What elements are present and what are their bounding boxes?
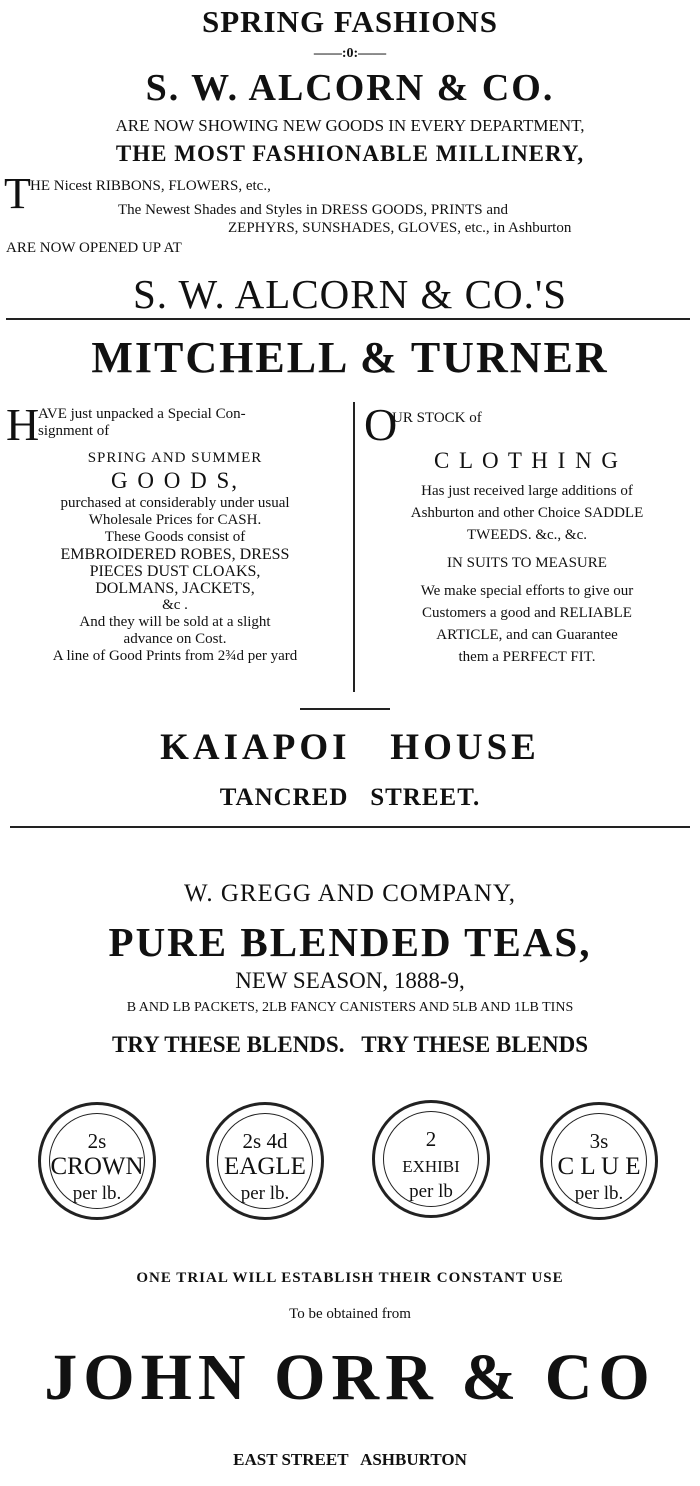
mitchell-left-intro-2: signment of bbox=[38, 423, 110, 439]
left-line-consist: These Goods consist of bbox=[104, 529, 246, 545]
seal-price: 3s bbox=[589, 1129, 609, 1153]
gregg-firm-name: W. GREGG AND COMPANY, bbox=[184, 880, 516, 907]
kaiapoi-house-name: KAIAPOI HOUSE bbox=[160, 727, 540, 768]
seal-blend-name: EAGLE bbox=[224, 1153, 306, 1180]
left-line-wholesale: Wholesale Prices for CASH. bbox=[88, 512, 262, 528]
section-divider-2 bbox=[10, 826, 690, 828]
mitchell-left-intro-1: AVE just unpacked a Special Con- bbox=[38, 406, 246, 422]
alcorn-opened-line: ARE NOW OPENED UP AT bbox=[6, 240, 182, 256]
seal-per: per lb. bbox=[240, 1183, 290, 1204]
seal-per: per lb. bbox=[574, 1183, 624, 1204]
left-line-robes: EMBROIDERED ROBES, DRESS bbox=[60, 546, 290, 563]
mitchell-firm-name: MITCHELL & TURNER bbox=[91, 333, 609, 382]
right-line-tweeds: TWEEDS. &c., &c. bbox=[467, 527, 587, 543]
left-line-sold: And they will be sold at a slight bbox=[79, 614, 271, 630]
gregg-obtain-line: To be obtained from bbox=[289, 1306, 411, 1322]
alcorn-millinery-line: THE MOST FASHIONABLE MILLINERY, bbox=[115, 141, 585, 166]
alcorn-dropcap: T bbox=[4, 169, 31, 218]
seal-blend-name: CROWN bbox=[50, 1153, 144, 1180]
tea-seal-clue bbox=[540, 1102, 658, 1220]
left-line-advance: advance on Cost. bbox=[123, 631, 227, 647]
gregg-try-line: TRY THESE BLENDS. TRY THESE BLENDS bbox=[111, 1032, 589, 1057]
seal-blend-name: EXHIBI bbox=[402, 1157, 460, 1176]
left-line-cloaks: PIECES DUST CLOAKS, bbox=[89, 563, 261, 580]
right-line-saddle: Ashburton and other Choice SADDLE bbox=[410, 505, 644, 521]
alcorn-showing-line: ARE NOW SHOWING NEW GOODS IN EVERY DEPARTMENT, bbox=[115, 116, 585, 135]
seal-per: per lb. bbox=[72, 1183, 122, 1204]
alcorn-closing-firm-name: S. W. ALCORN & CO.'S bbox=[132, 271, 568, 317]
left-line-purchased: purchased at considerably under usual bbox=[60, 495, 290, 511]
alcorn-nicest-line: HE Nicest RIBBONS, FLOWERS, etc., bbox=[30, 178, 271, 194]
mitchell-left-dropcap: H bbox=[6, 399, 40, 450]
john-orr-firm-name: JOHN ORR & CO bbox=[44, 1341, 656, 1414]
mitchell-left-column bbox=[4, 450, 346, 665]
tea-seal-exhibition bbox=[372, 1100, 490, 1218]
tea-seal-crown bbox=[38, 1102, 156, 1220]
left-line-spring: SPRING AND SUMMER bbox=[87, 450, 263, 466]
mitchell-right-dropcap: O bbox=[364, 399, 398, 450]
short-ornament-rule bbox=[300, 708, 390, 710]
right-line-article: ARTICLE, and can Guarantee bbox=[436, 627, 618, 643]
gregg-packets-line: B AND LB PACKETS, 2LB FANCY CANISTERS AND 5LB AND 1LB TINS bbox=[126, 1000, 574, 1015]
column-divider bbox=[353, 402, 355, 692]
gregg-trial-line: ONE TRIAL WILL ESTABLISH THEIR CONSTANT USE bbox=[136, 1270, 564, 1286]
left-line-prints: A line of Good Prints from 2¾d per yard bbox=[52, 648, 298, 664]
section-divider bbox=[6, 318, 690, 320]
left-line-etc: &c . bbox=[162, 597, 188, 613]
john-orr-street: EAST STREET ASHBURTON bbox=[233, 1450, 467, 1469]
right-line-suits: IN SUITS TO MEASURE bbox=[447, 555, 607, 571]
alcorn-firm-name: S. W. ALCORN & CO. bbox=[145, 67, 555, 109]
mitchell-right-column bbox=[358, 446, 696, 668]
right-line-customers: Customers a good and RELIABLE bbox=[422, 605, 632, 621]
seal-price: 2 bbox=[425, 1127, 437, 1151]
left-line-dolmans: DOLMANS, JACKETS, bbox=[95, 580, 255, 597]
seal-blend-name: C L U E bbox=[557, 1153, 641, 1180]
seal-price: 2s bbox=[87, 1129, 107, 1153]
seal-per: per lb bbox=[409, 1181, 453, 1202]
gregg-season-line: NEW SEASON, 1888-9, bbox=[235, 968, 465, 993]
tea-seal-eagle bbox=[206, 1102, 324, 1220]
right-line-fit: them a PERFECT FIT. bbox=[458, 649, 596, 665]
alcorn-ornament: ——:0:—— bbox=[313, 46, 387, 61]
right-line-received: Has just received large additions of bbox=[421, 483, 633, 499]
alcorn-heading: SPRING FASHIONS bbox=[201, 4, 499, 39]
kaiapoi-street: TANCRED STREET. bbox=[219, 784, 481, 811]
alcorn-newest-line-1: The Newest Shades and Styles in DRESS GOODS, PRINTS and bbox=[118, 202, 508, 218]
seal-price: 2s 4d bbox=[242, 1129, 288, 1153]
right-clothing: C L O T H I N G bbox=[433, 448, 621, 473]
left-goods: G O O D S, bbox=[111, 468, 239, 493]
mitchell-right-intro: UR STOCK of bbox=[392, 410, 482, 426]
right-line-efforts: We make special efforts to give our bbox=[420, 583, 634, 599]
alcorn-newest-line-2: ZEPHYRS, SUNSHADES, GLOVES, etc., in Ashburton bbox=[228, 220, 572, 236]
gregg-teas-heading: PURE BLENDED TEAS, bbox=[108, 919, 592, 965]
